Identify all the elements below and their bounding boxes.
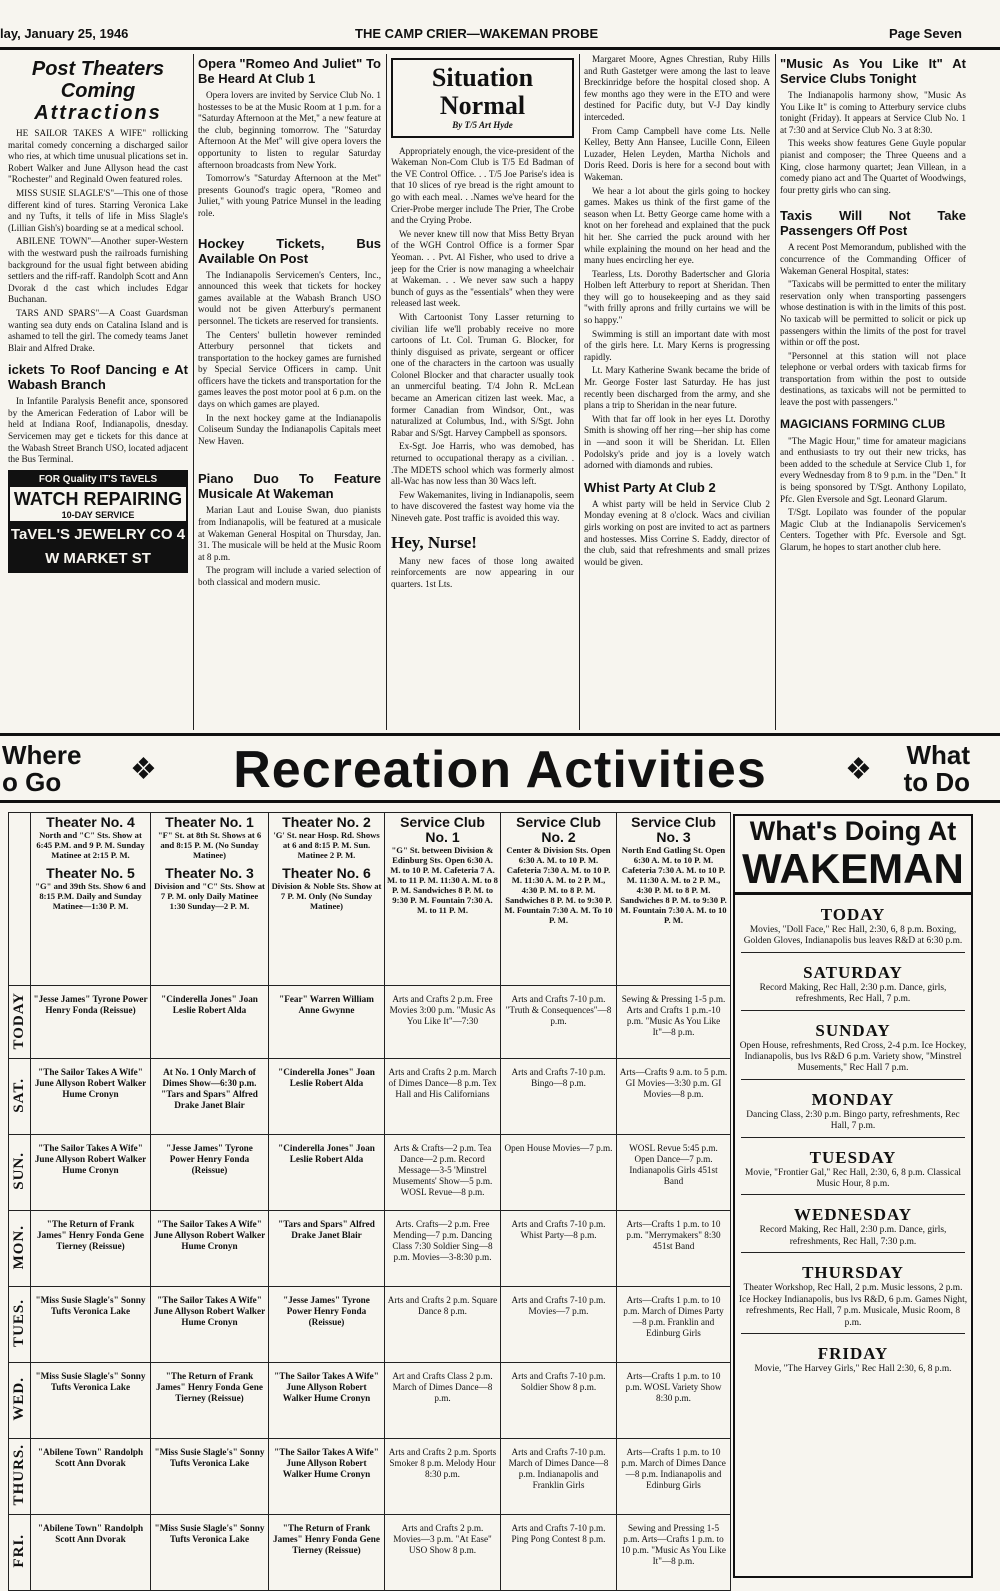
day-label: WED.: [11, 1377, 27, 1421]
day-label: TUES.: [11, 1299, 27, 1347]
venue-name: Theater No. 3: [165, 865, 254, 881]
venue-hours: "F" St. at 8th St. Shows at 6 and 8:15 P. M. (No Sunday Matinee): [157, 830, 262, 860]
movie-listing: "The Sailor Takes A Wife" June Allyson Robert Walker Hume Cronyn: [31, 1135, 151, 1211]
whats-doing-box: [733, 814, 973, 1578]
wakeman-day-heading: SATURDAY: [803, 962, 903, 982]
club-event-listing: WOSL Revue 5:45 p.m. Open Dance—7 p.m. Indianapolis Girls 451st Band: [617, 1135, 731, 1211]
article-paragraph: "Taxicabs will be permitted to enter the military reservation only when transporting passengers whose destination is with in the limits of this post. No taxicab will be permitted to solicit or pick up passengers within the limits of the post for travel within or off the post.: [780, 279, 966, 348]
club-event-listing: Arts and Crafts 7-10 p.m. March of Dimes Dance—8 p.m. Indianapolis and Franklin Girls: [501, 1439, 617, 1515]
article-paragraph: Margaret Moore, Agnes Chrestian, Ruby Hills and Ruth Gastetger were among the last to leave Breckinridge before the hospital closed shop. A few months ago they were in the ETO and were destined for Pacific duty, but V-J Day kindly interceded.: [584, 54, 770, 122]
headline-hey-nurse: Hey, Nurse!: [391, 532, 477, 552]
club-event-listing: Arts. Crafts—2 p.m. Free Mending—7 p.m. Dancing Class 7:30 Soldier Sing—8 p.m. Movies—3-8:30 p.m.: [385, 1211, 501, 1287]
schedule-day-row: [9, 1363, 731, 1439]
schedule-day-row: [9, 1211, 731, 1287]
day-cell: [9, 1439, 31, 1515]
banner-title: Recreation Activities: [233, 741, 767, 799]
club-event-listing: Arts & Crafts—2 p.m. Tea Dance—2 p.m. Record Message—3-5 'Minstrel Musements' Show—5 p.m. WOSL Revue—8 p.m.: [385, 1135, 501, 1211]
wakeman-day-heading: TUESDAY: [809, 1147, 897, 1167]
wakeman-day-block: [735, 905, 971, 953]
column-situation-normal: [391, 58, 574, 730]
venue-hours: Division & Noble Sts. Show at 7 P. M. Only (No Sunday Matinee): [271, 881, 382, 911]
day-cell: [9, 1059, 31, 1135]
article-paragraph: TARS AND SPARS"—A Coast Guardsman wanting sea duty ends on Catalina Island and is ashamed to tell the girl. The comedy teams Janet Blair and Alfred Drake.: [8, 307, 188, 353]
club-event-listing: Arts—Crafts 1 p.m. to 10 p.m. March of Dimes Dance—8 p.m. Indianapolis and Edinburg Girls: [617, 1439, 731, 1515]
wakeman-day-heading: TODAY: [820, 905, 886, 924]
wakeman-day-block: [735, 1205, 971, 1253]
movie-listing: "The Sailor Takes A Wife" June Allyson Robert Walker Hume Cronyn: [269, 1439, 385, 1515]
movie-listing: "Cinderella Jones" Joan Leslie Robert Alda: [269, 1135, 385, 1211]
club-event-listing: Arts and Crafts 2 p.m. Sports Smoker 8 p.m. Melody Hour 8:30 p.m.: [385, 1439, 501, 1515]
article-paragraph: With Cartoonist Tony Lasser returning to civilian life we'll probably receive no more cartoons of Lt. Col. Truman G. Blocker, for thinly disguised as private, sergeant or officer one of the characters in the cartoon was usually Colonel Blocker and that character usually took an unmerciful beating. T/4 John R. McLean became an American citizen last week. Mac, a former Canadian from Windsor, Ont., was naturalized at Columbus, Ind., with S/Sgt. John Rabar and S/Sgt. Harvey Campbell as sponsors.: [391, 311, 574, 438]
article-paragraph: The Indianapolis Servicemen's Centers, Inc., announced this week that tickets for hockey games available at the Wabash Branch USO would not be given Atterbury's permanent personnel. The tickets are reserved for transients.: [198, 269, 381, 326]
article-paragraph: Opera lovers are invited by Service Club No. 1 hostesses to be at the Music Room at 1 p.m. for a "Saturday Afternoon at the Met," a new feature at the club, beginning tomorrow. The "Saturday Afternoon At the Met" will give opera lovers the opportunity to listen to regular Saturday afternoon broadcasts from New York.: [198, 90, 381, 170]
wakeman-day-heading: SUNDAY: [815, 1020, 891, 1040]
venue-name: Theater No. 6: [282, 865, 371, 881]
club-event-listing: Arts and Crafts 7-10 p.m. Bingo—8 p.m.: [501, 1059, 617, 1135]
club-event-listing: Arts—Crafts 1 p.m. to 10 p.m. WOSL Variety Show 8:30 p.m.: [617, 1363, 731, 1439]
day-label: SAT.: [11, 1077, 27, 1113]
venue-name: Service Club No. 3: [631, 814, 716, 845]
club-event-listing: Arts and Crafts 7-10 p.m. "Truth & Consequences"—8 p.m.: [501, 986, 617, 1059]
article-paragraph: The program will include a varied selection of both classical and modern music.: [198, 565, 381, 587]
club-event-listing: Arts and Crafts 7-10 p.m. Soldier Show 8 p.m.: [501, 1363, 617, 1439]
column-theaters: [8, 54, 188, 730]
divider: [741, 1252, 965, 1253]
venue-hours: "G" and 39th Sts. Show 6 and 8:15 P.M. Daily and Sunday Matinee—1:30 P. M.: [35, 881, 146, 911]
movie-listing: "Miss Susie Slagle's" Sonny Tufts Veronica Lake: [31, 1287, 151, 1363]
venue-hours: Division and "C" Sts. Show at 7 P. M. only Daily Matinee 1:30 Sunday—2 P. M.: [154, 881, 265, 911]
recreation-banner: [0, 733, 1000, 803]
wakeman-day-block: [735, 1263, 971, 1334]
article-paragraph: In Infantile Paralysis Benefit ance, sponsored by the American Federation of Labor will be held at Indiana Roof, Indianapolis, dnesday. Servicemen may get e tickets for this dance at the Wabash Street Branch USO, located adjacent the Bus Terminal.: [8, 396, 188, 465]
schedule-day-row: [9, 1515, 731, 1591]
movie-listing: "The Sailor Takes A Wife" June Allyson Robert Walker Hume Cronyn: [151, 1287, 269, 1363]
venue-header: [31, 813, 151, 986]
divider: [741, 952, 965, 953]
headline-whist-party: Whist Party At Club 2: [584, 479, 716, 495]
schedule-day-row: [9, 986, 731, 1059]
movie-listing: "The Sailor Takes A Wife" June Allyson Robert Walker Hume Cronyn: [31, 1059, 151, 1135]
column-nurses: [584, 54, 770, 730]
schedule-corner: [9, 813, 31, 986]
article-paragraph: HE SAILOR TAKES A WIFE" rollicking marital comedy concerning a discharged sailor who ries, at which time unusual plications set in. Robert Walker and June Allyson head the cast "Rochester" and Reginald Owen featured roles.: [8, 128, 188, 185]
movie-listing: "Fear" Warren William Anne Gwynne: [269, 986, 385, 1059]
club-event-listing: Arts and Crafts 2 p.m. Movies—3 p.m. "At Ease" USO Show 8 p.m.: [385, 1515, 501, 1591]
article-paragraph: In the next hockey game at the Indianapolis Coliseum Sunday the Indianapolis Capitals meet New Haven.: [198, 412, 381, 446]
page-number: Page Seven: [889, 26, 962, 41]
headline-magicians: MAGICIANS FORMING CLUB: [780, 416, 946, 431]
article-paragraph: From Camp Campbell have come Lts. Nelle Kelley, Betty Ann Hansee, Lucille Conn, Eileen Luzader, Helen Leyden, Martha Nichols and Doris Reed. Doris is here for a second bout with Wakeman.: [584, 125, 770, 182]
article-paragraph: Tearless, Lts. Dorothy Badertscher and Gloria Holben left Atterbury to report at Sheridan. Then they will go to housekeeping and as they said "with frilly aprons and frilly curtains we will be so happy.": [584, 268, 770, 326]
schedule-day-row: [9, 1287, 731, 1363]
article-paragraph: Marian Laut and Louise Swan, duo pianists from Indianapolis, will be featured at a musicale at Wakeman General Hospital on Thursday, Jan. 31. The musicale will be held at the Music Room at 8 p.m.: [198, 505, 381, 562]
article-paragraph: MISS SUSIE SLAGLE'S"—This one of those different kind of tures. Starring Veronica Lake and ny Tufts, it tells of life in Miss Slagle's (Lillian Gish's) boarding se at a medical school.: [8, 187, 188, 233]
venue-header: [269, 813, 385, 986]
article-paragraph: The Centers' bulletin however reminded Atterbury personnel that tickets and transportation to the hockey games are furnished by Special Service Officers in camp. Unit officers have the tickets and transportation for the games leaves the post motor pool at 6 p.m. on the days on which games are played.: [198, 329, 381, 410]
day-cell: [9, 1211, 31, 1287]
wakeman-day-events: Theater Workshop, Rec Hall, 2 p.m. Music lessons, 2 p.m. Ice Hockey Indianapolis, bus lvs R&D, 6 p.m. Games Night, refreshments, Rec Hall, 7 p.m. Musicale, Music Room, 8 p.m.: [738, 1283, 968, 1328]
venue-header: [385, 813, 501, 986]
movie-listing: "The Return of Frank James" Henry Fonda Gene Tierney (Reissue): [31, 1211, 151, 1287]
article-paragraph: With that far off look in her eyes Lt. Dorothy Smith is showing off her ring—her ship has come in —and soon it will be Sheridan. Lt. Ellen Podolsky's pride and joy is a lovely watch adorned with diamonds and rubies.: [584, 413, 770, 471]
divider: [741, 1333, 965, 1334]
wakeman-day-events: Record Making, Rec Hall, 2:30 p.m. Dance, girls, refreshments, Rec Hall, 7:30 p.m.: [759, 1225, 947, 1247]
day-label: THURS.: [11, 1444, 27, 1506]
wakeman-day-events: Movie, "The Harvey Girls," Rec Hall 2:30, 6, 8 p.m.: [754, 1363, 952, 1374]
issue-date: lay, January 25, 1946: [0, 26, 129, 41]
page-header: [0, 20, 1000, 50]
ornament-icon: ❖: [845, 753, 872, 786]
movie-listing: "Abilene Town" Randolph Scott Ann Dvorak: [31, 1439, 151, 1515]
article-paragraph: Tomorrow's "Saturday Afternoon at the Met" presents Gounod's tragic opera, "Romeo and Juliet," with young Patrice Munsel in the leading role.: [198, 173, 381, 218]
movie-listing: "Miss Susie Slagle's" Sonny Tufts Veronica Lake: [31, 1363, 151, 1439]
venue-hours: North and "C" Sts. Show at 6:45 P.M. and 9 P. M. Sunday Matinee at 2:15 P. M.: [36, 830, 145, 860]
venue-hours: 'G' St. near Hosp. Rd. Shows at 6 and 8:15 P. M. Sun. Matinee 2 P. M.: [273, 830, 380, 860]
day-cell: [9, 986, 31, 1059]
movie-listing: "Abilene Town" Randolph Scott Ann Dvorak: [31, 1515, 151, 1591]
wakeman-day-block: [735, 1148, 971, 1196]
headline-taxis: Taxis Will Not Take Passengers Off Post: [780, 208, 966, 239]
venue-hours: North End Gatling St. Open 6:30 A. M. to 10 P. M. Cafeteria 7:30 A. M. to 10 P. M. 11:30 A. M. to 2 P. M., 4:30 P. M. to 8 P. M. Sandwiches 8 P. M. to 9:30 P. M. Fountain 7:30 A. M. to 10 P. M.: [620, 845, 727, 925]
club-event-listing: Arts—Crafts 1 p.m. to 10 p.m. March of Dimes Party—8 p.m. Franklin and Edinburg Girls: [617, 1287, 731, 1363]
wakeman-day-events: Movies, "Doll Face," Rec Hall, 2:30, 6, 8 p.m. Boxing, Golden Gloves, Indianapolis bus leaves R&D at 6:30 p.m.: [743, 925, 963, 947]
headline-piano-duo: Piano Duo To Feature Musicale At Wakeman: [198, 471, 381, 502]
divider: [741, 1137, 965, 1138]
wakeman-title: WAKEMAN: [735, 846, 971, 895]
column-music-taxis: [780, 54, 966, 730]
wakeman-day-block: [735, 1021, 971, 1080]
club-event-listing: Arts and Crafts 2 p.m. March of Dimes Dance—8 p.m. Tex Hall and His Californians: [385, 1059, 501, 1135]
club-event-listing: Arts and Crafts 7-10 p.m. Whist Party—8 p.m.: [501, 1211, 617, 1287]
movie-listing: "The Sailor Takes A Wife" June Allyson Robert Walker Hume Cronyn: [151, 1211, 269, 1287]
venue-name: Service Club No. 1: [400, 814, 485, 845]
club-event-listing: Arts—Crafts 1 p.m. to 10 p.m. "Merrymakers" 8:30 451st Band: [617, 1211, 731, 1287]
movie-listing: "The Sailor Takes A Wife" June Allyson Robert Walker Hume Cronyn: [269, 1363, 385, 1439]
article-paragraph: Ex-Sgt. Joe Harris, who was demobed, has returned to occupational therapy as a civilian. . .The MDETS school which was formerly almost all-Wac has now less than 30 Wacs left.: [391, 441, 574, 487]
wakeman-day-events: Dancing Class, 2:30 p.m. Bingo party, refreshments, Rec Hall, 7 p.m.: [746, 1109, 960, 1132]
venue-header: [151, 813, 269, 986]
club-event-listing: Sewing and Pressing 1-5 p.m. Arts—Crafts 1 p.m. to 10 p.m. "Music As You Like It"—8 p.m.: [617, 1515, 731, 1591]
article-paragraph: Swimming is still an important date with most of the girls here. Lt. Mary Kerns is progressing rapidly.: [584, 328, 770, 362]
ornament-icon: ❖: [130, 753, 157, 786]
article-paragraph: Lt. Mary Katherine Swank became the bride of Mr. George Foster last Saturday. He has just recently been discharged from the army, and she plans a trip to Sheridan in the near future.: [584, 365, 770, 411]
day-cell: [9, 1515, 31, 1591]
schedule-header-row: [9, 813, 731, 986]
wakeman-day-heading: FRIDAY: [817, 1343, 889, 1363]
movie-listing: "Cinderella Jones" Joan Leslie Robert Alda: [151, 986, 269, 1059]
wakeman-day-events: Record Making, Rec Hall, 2:30 p.m. Dance, girls, refreshments, Rec Hall, 7 p.m.: [759, 982, 947, 1005]
article-paragraph: We never knew till now that Miss Betty Bryan of the WGH Control Office is a former Spar Yeoman. . . Pvt. Al Fisher, who used to drive a jeep for the Crier is now managing a wheelchair at Wakeman. . . We never saw such a happy bunch of guys as the "essentials" when they were released last week.: [391, 228, 574, 309]
venue-name: Theater No. 5: [46, 865, 135, 881]
venue-name: Theater No. 4: [46, 814, 135, 830]
situation-normal-masthead: Situation Normal By T/5 Art Hyde: [391, 58, 574, 138]
article-paragraph: Few Wakemanites, living in Indianapolis, seem to have discovered the fastest way home via the Nineveh gate. Post traffic is avoided this way.: [391, 489, 574, 523]
article-paragraph: Appropriately enough, the vice-president of the Wakeman Non-Com Club is T/5 Ed Badman of the VE Control Office. . . T/5 Joe Parise's idea is that 10 slices of rye bread is the right amount to go with each meal. . .Names we've heard for the Crier-Probe merger include The Prier, The Crobe and the Crying Probe.: [391, 145, 574, 226]
club-event-listing: Arts and Crafts 7-10 p.m. Ping Pong Contest 8 p.m.: [501, 1515, 617, 1591]
article-paragraph: A recent Post Memorandum, published with the concurrence of the Commanding Officer of Wakeman General Hospital, states:: [780, 242, 966, 276]
article-paragraph: T/Sgt. Lopilato was founder of the popular Magic Club at the Indianapolis Servicemen's Centers. Together with Pfc. Eversole and Sgt. Glarum, he hopes to start another club here.: [780, 507, 966, 552]
day-cell: [9, 1287, 31, 1363]
venue-name: Service Club No. 2: [516, 814, 601, 845]
divider: [741, 1010, 965, 1011]
headline-hockey: Hockey Tickets, Bus Available On Post: [198, 235, 381, 266]
divider: [741, 1194, 965, 1195]
club-event-listing: Arts and Crafts 2 p.m. Square Dance 8 p.m.: [385, 1287, 501, 1363]
headline-opera: Opera "Romeo And Juliet" To Be Heard At Club 1: [198, 56, 381, 86]
movie-listing: "Jesse James" Tyrone Power Henry Fonda (Reissue): [151, 1135, 269, 1211]
article-paragraph: The Indianapolis harmony show, "Music As You Like It" is coming to Atterbury service clubs tonight (Friday). It appears at Service Club No. 1 at 7:30 and at Service Club No. 3 at 8:30.: [780, 90, 966, 135]
venue-header: [617, 813, 731, 986]
wakeman-day-heading: WEDNESDAY: [794, 1205, 912, 1225]
day-label: SUN.: [11, 1152, 27, 1190]
schedule-day-row: [9, 1059, 731, 1135]
club-event-listing: Arts—Crafts 9 a.m. to 5 p.m. GI Movies—3:30 p.m. GI Movies—8 p.m.: [617, 1059, 731, 1135]
movie-listing: "Miss Susie Slagle's" Sonny Tufts Veronica Lake: [151, 1515, 269, 1591]
article-paragraph: "Personnel at this station will not place telephone or verbal orders with taxicab firms for transportation from within the post to outside destinations, as taxicabs will not be permitted to leave the post with passengers.": [780, 350, 966, 408]
movie-listing: "The Return of Frank James" Henry Fonda Gene Tierney (Reissue): [151, 1363, 269, 1439]
wakeman-day-events: Open House, refreshments, Red Cross, 2-4 p.m. Ice Hockey, Indianapolis, bus lvs R&D 6 p.m. Variety show, "Minstrel Musements," Rec Hall 7 p.m.: [739, 1040, 967, 1074]
whats-doing-title: What's Doing At: [749, 816, 957, 846]
movie-listing: At No. 1 Only March of Dimes Show—6:30 p.m. "Tars and Spars" Alfred Drake Janet Blair: [151, 1059, 269, 1135]
divider: [741, 1079, 965, 1080]
column-opera-hockey: [198, 54, 381, 730]
schedule-table: [8, 812, 731, 1591]
paper-name: THE CAMP CRIER—WAKEMAN PROBE: [355, 26, 599, 41]
venue-header: [501, 813, 617, 986]
venue-hours: Center & Division Sts. Open 6:30 A. M. to 10 P. M. Cafeteria 7:30 A. M. to 10 P. M. 11:30 A. M. to 2 P. M., 4:30 P. M. to 8 P. M. Sandwiches 8 P. M. to 9:30 P. M. Fountain 7:30 A. M. To 10 P. M.: [504, 845, 613, 925]
article-paragraph: ABILENE TOWN"—Another super-Western with the westward push the railroads furnishing background for the usual fight between abiding settlers and the riff-raff. Randolph Scott and Ann Dvorak d the cast which includes Edgar Buchanan.: [8, 236, 188, 305]
day-cell: [9, 1363, 31, 1439]
wakeman-day-heading: THURSDAY: [802, 1263, 904, 1283]
banner-left-caption: Where o Go: [2, 740, 82, 797]
club-event-listing: Sewing & Pressing 1-5 p.m. Arts and Crafts 1 p.m.-10 p.m. "Music As You Like It"—8 p.m.: [617, 986, 731, 1059]
headline-roof-dancing: ickets To Roof Dancing e At Wabash Branch: [8, 362, 188, 393]
wakeman-day-events: Movie, "Frontier Gal," Rec Hall, 2:30, 6, 8 p.m. Classical Music Hour, 8 p.m.: [745, 1167, 961, 1190]
article-paragraph: We hear a lot about the girls going to hockey games. Makes us think of the first game of the season when Lt. Betty George came home with a knot on her forehead and explained that the puck hit her. She carried the puck around with her while explaining the mound on her head and the many hues encircling her eye.: [584, 185, 770, 266]
club-event-listing: Art and Crafts Class 2 p.m. March of Dimes Dance—8 p.m.: [385, 1363, 501, 1439]
headline-music-as-you-like-it: "Music As You Like It" At Service Clubs Tonight: [780, 56, 966, 86]
article-paragraph: A whist party will be held in Service Club 2 Monday evening at 8 o'clock. Wacs and civilian girls working on post are invited to act as partners and hostesses. Miss Corrine S. Eaddy, director of the club, said that refreshments and small prizes would be given.: [584, 498, 770, 567]
wakeman-day-heading: MONDAY: [811, 1089, 895, 1109]
wakeman-day-block: [735, 1090, 971, 1138]
movie-listing: "Jesse James" Tyrone Power Henry Fonda (Reissue): [31, 986, 151, 1059]
day-cell: [9, 1135, 31, 1211]
article-paragraph: "The Magic Hour," time for amateur magicians and enthusiasts to try out their new tricks, has been added to the schedule at Service Club 1, for every Wednesday from 8 to 9 p.m. in the "Den." It is being sponsored by T/Sgt. Anthony Lopilato, Pfc. Glen Eversole and Sgt. Leonard Glarum.: [780, 435, 966, 504]
tavels-advertisement: FOR Quality IT'S TaVELS WATCH REPAIRING 10-DAY SERVICE TaVEL'S JEWELRY CO 4 W MARKET ST: [8, 470, 188, 574]
schedule-table-wrapper: [8, 812, 730, 1578]
club-event-listing: Arts and Crafts 7-10 p.m. Movies—7 p.m.: [501, 1287, 617, 1363]
schedule-day-row: [9, 1439, 731, 1515]
club-event-listing: Arts and Crafts 2 p.m. Free Movies 3:00 p.m. "Music As You Like It"—7:30: [385, 986, 501, 1059]
movie-listing: "Cinderella Jones" Joan Leslie Robert Alda: [269, 1059, 385, 1135]
banner-right-caption: What to Do: [903, 740, 970, 797]
day-label: MON.: [11, 1224, 27, 1270]
day-label: FRI.: [11, 1534, 27, 1568]
headline-post-theaters: Post Theaters Coming Attractions: [31, 58, 165, 124]
movie-listing: "The Return of Frank James" Henry Fonda Gene Tierney (Reissue): [269, 1515, 385, 1591]
schedule-day-row: [9, 1135, 731, 1211]
venue-name: Theater No. 1: [165, 814, 254, 830]
article-paragraph: Many new faces of those long awaited reinforcements are now appearing in our quarters. 1st Lts.: [391, 555, 574, 589]
club-event-listing: Open House Movies—7 p.m.: [501, 1135, 617, 1211]
movie-listing: "Tars and Spars" Alfred Drake Janet Blair: [269, 1211, 385, 1287]
wakeman-day-block: [735, 1344, 971, 1375]
wakeman-day-block: [735, 963, 971, 1011]
day-label: TODAY: [11, 991, 27, 1050]
venue-name: Theater No. 2: [282, 814, 371, 830]
venue-hours: "G" St. between Division & Edinburg Sts. Open 6:30 A. M. to 10 P. M. Cafeteria 7 A. M. to 11 P. M. 11:30 A. M. to 8 P. M. Sandwiches 8 P. M. to 9:30 P. M. Fountain 7:30 A. M. to 11 P. M.: [387, 845, 498, 915]
movie-listing: "Miss Susie Slagle's" Sonny Tufts Veronica Lake: [151, 1439, 269, 1515]
movie-listing: "Jesse James" Tyrone Power Henry Fonda (Reissue): [269, 1287, 385, 1363]
article-paragraph: This weeks show features Gene Guyle popular pianist and composer; the Three Queens and a King, close harmony quartet; Jean Villean, in a comedy piano act and The Quartet of Woodwings, four pretty girls who can sing.: [780, 138, 966, 195]
